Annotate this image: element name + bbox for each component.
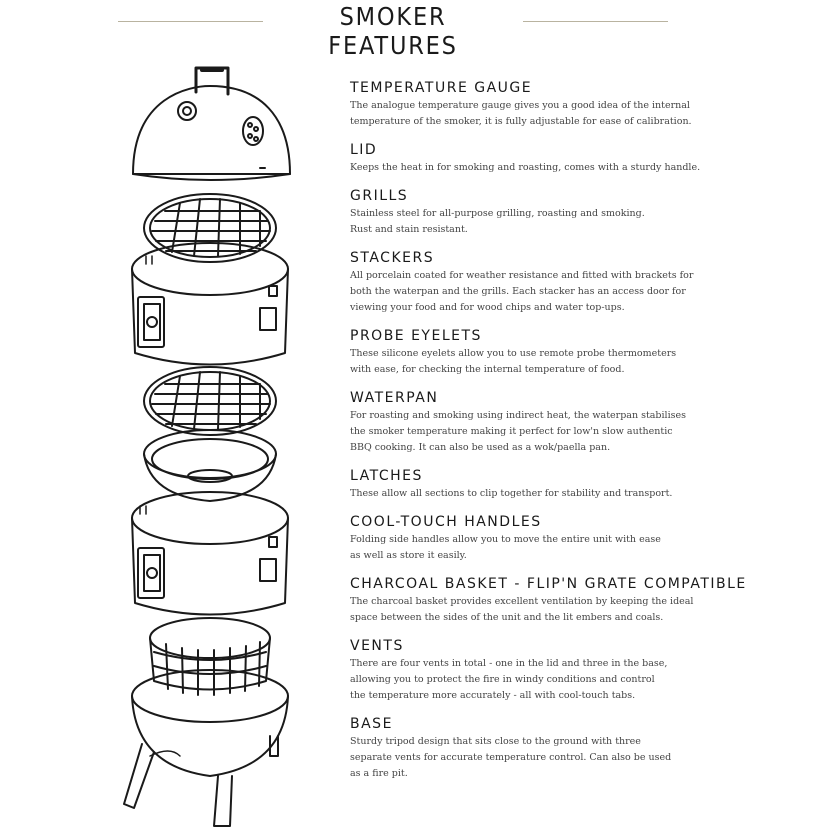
feature-title: WATERPAN <box>350 390 439 406</box>
header-rule-left <box>118 21 263 22</box>
feature-lid <box>350 142 820 176</box>
grill-top-icon <box>144 194 276 262</box>
feature-title: STACKERS <box>350 250 435 266</box>
feature-waterpan <box>350 390 820 456</box>
feature-title: PROBE EYELETS <box>350 328 482 344</box>
lid-icon <box>133 68 290 180</box>
feature-text: The charcoal basket provides excellent ventilation by keeping the ideal space between the sides of the unit and the lit embers and coals. <box>350 596 694 623</box>
feature-text: The analogue temperature gauge gives you a good idea of the internal temperature of the smoker, it is fully adjustable for ease of calibration. <box>350 100 692 127</box>
feature-title: TEMPERATURE GAUGE <box>350 80 533 96</box>
feature-text: For roasting and smoking using indirect heat, the waterpan stabilises the smoker temperature making it perfect for low'n slow authentic BBQ cooking. It can also be used as a wok/paella pan. <box>350 410 687 453</box>
feature-grills <box>350 188 820 238</box>
feature-title: BASE <box>350 716 393 732</box>
page-title: SMOKER FEATURES <box>328 2 458 60</box>
waterpan-icon <box>144 430 276 501</box>
charcoal-basket-icon <box>150 618 270 695</box>
stacker-bottom-icon <box>132 492 288 615</box>
feature-text: Keeps the heat in for smoking and roasting, comes with a sturdy handle. <box>350 162 701 173</box>
base-icon <box>124 670 288 826</box>
feature-text: Stainless steel for all-purpose grilling, roasting and smoking. Rust and stain resistant. <box>350 208 645 235</box>
grill-middle-icon <box>144 367 276 435</box>
feature-title: VENTS <box>350 638 404 654</box>
feature-base <box>350 716 820 782</box>
feature-text: These allow all sections to clip together for stability and transport. <box>350 488 673 499</box>
feature-cool-touch-handles <box>350 514 820 564</box>
feature-text: Sturdy tripod design that sits close to the ground with three separate vents for accurate temperature control. Can also be used as a fire pit. <box>350 736 672 779</box>
page-header <box>0 0 828 60</box>
feature-text: There are four vents in total - one in the lid and three in the base, allowing you to protect the fire in windy conditions and control the temperature more accurately - all with cool-touch tabs. <box>350 658 668 701</box>
smoker-exploded-illustration <box>110 56 330 828</box>
feature-latches <box>350 468 820 502</box>
feature-text: Folding side handles allow you to move the entire unit with ease as well as store it easily. <box>350 534 661 561</box>
feature-text: All porcelain coated for weather resistance and fitted with brackets for both the waterpan and the grills. Each stacker has an access door for viewing your food and for wood chips and water top-ups. <box>350 270 694 313</box>
feature-title: LID <box>350 142 378 158</box>
feature-temperature-gauge <box>350 80 820 130</box>
features-list <box>350 80 820 794</box>
feature-vents <box>350 638 820 704</box>
feature-charcoal-basket <box>350 576 820 626</box>
feature-probe-eyelets <box>350 328 820 378</box>
feature-text: These silicone eyelets allow you to use remote probe thermometers with ease, for checking the internal temperature of food. <box>350 348 677 375</box>
header-rule-right <box>523 21 668 22</box>
feature-title: GRILLS <box>350 188 409 204</box>
feature-title: COOL-TOUCH HANDLES <box>350 514 542 530</box>
feature-title: LATCHES <box>350 468 423 484</box>
feature-stackers <box>350 250 820 316</box>
feature-title: CHARCOAL BASKET - FLIP'N GRATE COMPATIBLE <box>350 576 747 592</box>
